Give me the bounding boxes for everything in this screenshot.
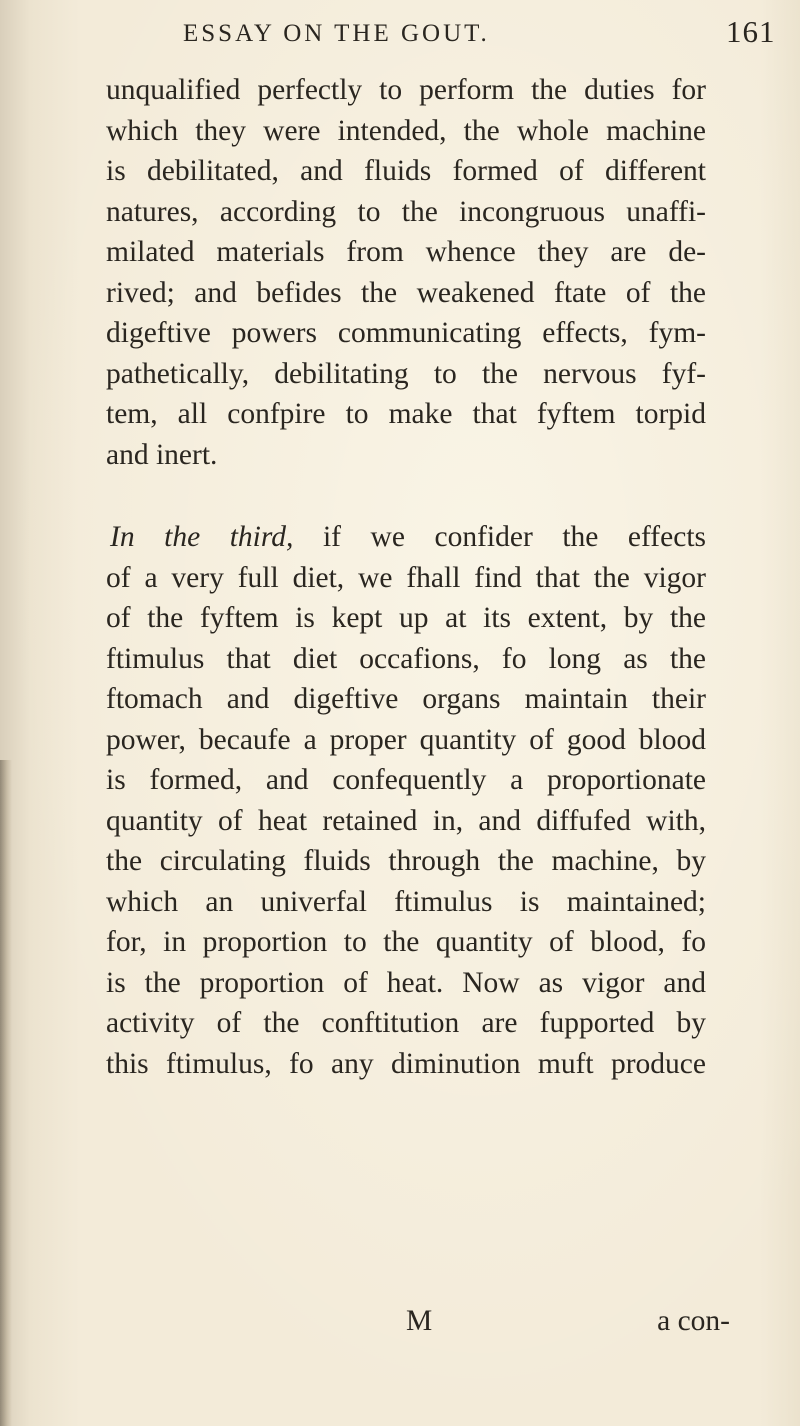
text-line: ftomach and digeftive organs maintain their [106, 683, 706, 715]
text-line: for, in proportion to the quantity of blood, fo [106, 926, 706, 958]
italic-lead: In the third, [110, 521, 294, 553]
body-text [106, 70, 706, 1084]
text-line: tem, all confpire to make that fyftem torpid [106, 398, 706, 430]
signature-mark: M [406, 1305, 433, 1337]
text-line: natures, according to the incongruous unaffi- [106, 195, 706, 228]
text-line: this ftimulus, fo any diminution muft produce [106, 1047, 706, 1080]
text-line: the circulating fluids through the machine, by [106, 845, 706, 877]
page-number: 161 [726, 14, 776, 49]
paragraph-1 [106, 70, 706, 475]
text-line: power, becaufe a proper quantity of good blood [106, 723, 706, 756]
text-line: which they were intended, the whole machine [106, 114, 706, 147]
page-footer [106, 1305, 730, 1345]
text-line: is the proportion of heat. Now as vigor and [106, 966, 706, 999]
first-line-rest: if we confider the effects [322, 521, 706, 553]
catchword: a con- [657, 1305, 730, 1337]
running-title: ESSAY ON THE GOUT. [183, 20, 490, 47]
paragraph-spacer [106, 475, 706, 517]
text-line: ftimulus that diet occafions, fo long as the [106, 642, 706, 675]
text-line: of a very full diet, we fhall find that the vigor [106, 561, 706, 594]
paragraph-2 [106, 517, 706, 1084]
text-line: quantity of heat retained in, and diffufed with, [106, 804, 706, 837]
text-line: unqualified perfectly to perform the duties for [106, 74, 706, 106]
text-line: and inert. [106, 438, 218, 471]
text-line: of the fyftem is kept up at its extent, by the [106, 602, 706, 634]
text-line: is debilitated, and fluids formed of different [106, 155, 706, 187]
text-line: activity of the conftitution are fupported by [106, 1007, 706, 1039]
text-line: pathetically, debilitating to the nervous fyf- [106, 357, 706, 390]
text-line-first [106, 517, 706, 558]
text-line: digeftive powers communicating effects, fym- [106, 317, 706, 349]
text-line: is formed, and confequently a proportionate [106, 764, 706, 796]
text-line: rived; and befides the weakened ftate of the [106, 276, 706, 309]
text-line: milated materials from whence they are de- [106, 236, 706, 268]
binding-shadow [0, 760, 12, 1426]
text-line: which an univerfal ftimulus is maintained; [106, 885, 706, 918]
